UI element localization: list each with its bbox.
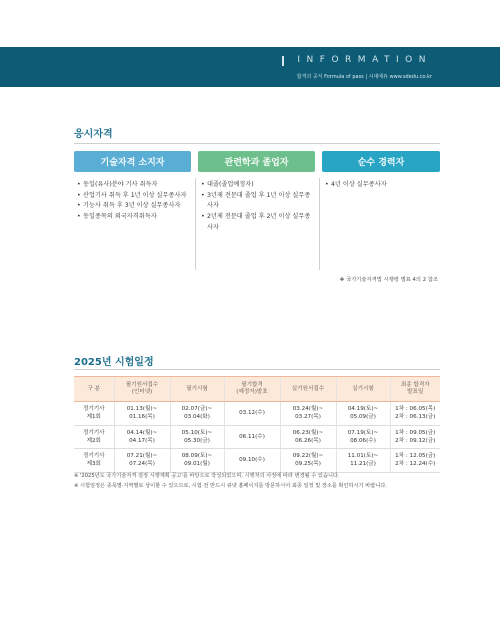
schedule-rule xyxy=(74,369,440,370)
column-divider xyxy=(319,178,320,270)
table-cell: 1차 : 09.05(금) 2차 : 09.12(금) xyxy=(390,425,440,449)
table-cell: 09.10(수) xyxy=(224,449,280,473)
table-header-cell: 필기시험 xyxy=(170,377,224,402)
banner-subtitle: 합격의 공식 Formula of pass | 시대에듀 www.sdedu.co.kr xyxy=(296,74,432,80)
column-divider xyxy=(195,178,196,270)
schedule-note: ※ 시험일정은 종목별·지역별로 상이할 수 있으므로, 시험 전 반드시 큐넷 홈페이지를 방문하시어 최종 일정 및 장소를 확인하시기 바랍니다. xyxy=(74,483,387,489)
qualification-item: • 4년 이상 실무종사자 xyxy=(324,180,440,191)
table-header-row xyxy=(74,377,440,402)
schedule-note: ※ '2025년도 국가기술자격 검정 시행계획 공고'를 바탕으로 작성되었으며, 시행처의 사정에 따라 변경될 수 있습니다. xyxy=(74,473,340,479)
round-label: 정기기사 제1회 xyxy=(74,402,114,426)
qualification-reference-note: ❖ 국가기술자격법 시행령 별표 4의 2 참조 xyxy=(339,277,438,283)
table-row xyxy=(74,425,440,449)
table-cell: 08.09(토)~ 09.01(월) xyxy=(170,449,224,473)
table-header-cell: 실기시험 xyxy=(336,377,390,402)
round-label: 정기기사 제2회 xyxy=(74,425,114,449)
table-header-cell: 실기원서접수 xyxy=(280,377,336,402)
schedule-title: 2025년 시험일정 xyxy=(74,357,154,368)
table-header-cell: 필기원서접수 (인터넷) xyxy=(114,377,170,402)
qualification-item: • 동일종목의 외국자격취득자 xyxy=(76,212,192,223)
category-heading-graduate: 관련학과 졸업자 xyxy=(198,151,315,172)
table-cell: 06.23(월)~ 06.26(목) xyxy=(280,425,336,449)
table-row xyxy=(74,402,440,426)
round-label: 정기기사 제3회 xyxy=(74,449,114,473)
category-list-licensed xyxy=(76,180,192,268)
category-heading-licensed: 기술자격 소지자 xyxy=(74,151,191,172)
table-cell: 03.12(수) xyxy=(224,402,280,426)
table-cell: 04.14(월)~ 04.17(목) xyxy=(114,425,170,449)
category-heading-experienced: 순수 경력자 xyxy=(322,151,440,172)
qualification-item: • 산업기사 취득 후 1년 이상 실무종사자 xyxy=(76,191,192,202)
banner-accent-bar xyxy=(282,56,284,66)
table-cell: 06.11(수) xyxy=(224,425,280,449)
schedule-table xyxy=(74,376,440,473)
table-cell: 1차 : 12.05(금) 2차 : 12.24(수) xyxy=(390,449,440,473)
table-header-cell: 필기합격 (예정자)발표 xyxy=(224,377,280,402)
qualification-title: 응시자격 xyxy=(74,129,113,140)
table-cell: 05.10(토)~ 05.30(금) xyxy=(170,425,224,449)
table-cell: 03.24(월)~ 03.27(목) xyxy=(280,402,336,426)
qualification-item: • 기능사 취득 후 3년 이상 실무종사자 xyxy=(76,201,192,212)
table-header-cell: 최종 합격자 발표일 xyxy=(390,377,440,402)
category-list-graduate xyxy=(200,180,316,268)
table-cell: 11.01(토)~ 11.21(금) xyxy=(336,449,390,473)
table-cell: 09.22(월)~ 09.25(목) xyxy=(280,449,336,473)
table-header-cell: 구 분 xyxy=(74,377,114,402)
qualification-item: • 대졸(졸업예정자) xyxy=(200,180,316,191)
qualification-rule xyxy=(74,143,440,144)
table-cell: 07.21(월)~ 07.24(목) xyxy=(114,449,170,473)
qualification-item: • 동일(유사)분야 기사 취득자 xyxy=(76,180,192,191)
qualification-item: • 3년제 전문대 졸업 후 1년 이상 실무종사자 xyxy=(200,191,316,212)
qualification-item: • 2년제 전문대 졸업 후 2년 이상 실무종사자 xyxy=(200,212,316,233)
header-banner xyxy=(0,47,500,87)
category-list-experienced xyxy=(324,180,440,268)
table-cell: 04.19(토)~ 05.09(금) xyxy=(336,402,390,426)
table-cell: 07.19(토)~ 08.06(수) xyxy=(336,425,390,449)
banner-title: INFORMATION xyxy=(297,55,432,65)
table-cell: 1차 : 06.05(목) 2차 : 06.13(금) xyxy=(390,402,440,426)
table-row xyxy=(74,449,440,473)
table-cell: 02.07(금)~ 03.04(화) xyxy=(170,402,224,426)
schedule-notes xyxy=(74,471,387,491)
table-cell: 01.13(월)~ 01.16(목) xyxy=(114,402,170,426)
